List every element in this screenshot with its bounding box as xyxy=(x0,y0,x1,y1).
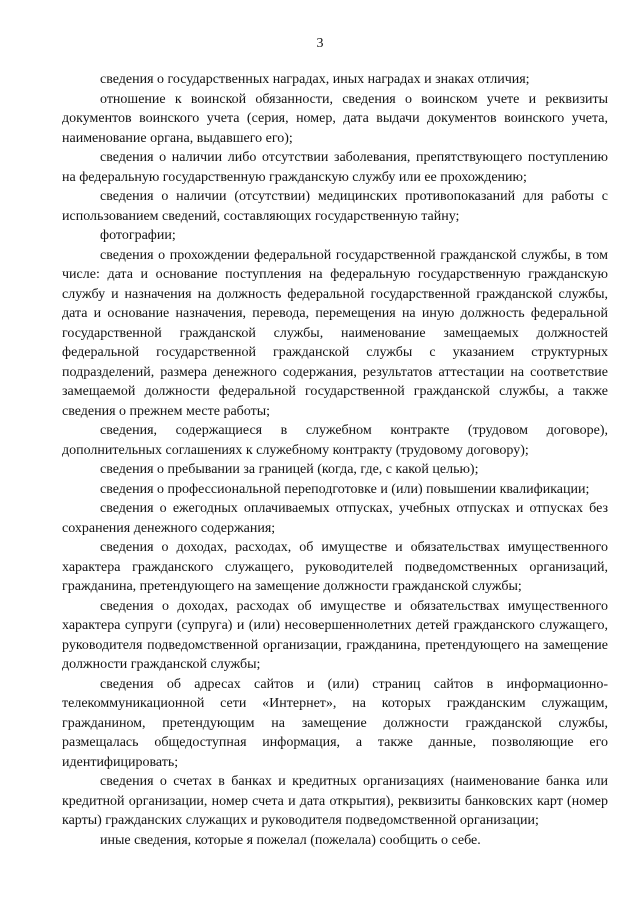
paragraph-service-contract: сведения, содержащиеся в служебном контракте (трудовом договоре), дополнительных соглашениях к служебному контракту (трудовому договору); xyxy=(62,423,608,458)
paragraph-civil-service-history: сведения о прохождении федеральной государственной гражданской службы, в том числе: дата и основание поступления на федеральную государственную гражданскую службу и назначения на должность федеральной государственной гражданской службы, дата и основание назначения, перевода, перемещения на иную должность федеральной государственной гражданской службы, наименование замещаемых должностей федеральной государственной гражданской службы с указанием структурных подразделений, размера денежного содержания, результатов аттестации на соответствие замещаемой должности федеральной государственной гражданской службы, а также сведения о прежнем месте работы; xyxy=(62,247,608,419)
paragraph-state-awards: сведения о государственных наградах, иных наградах и знаках отличия; xyxy=(100,72,530,87)
paragraph-photographs: фотографии; xyxy=(100,228,176,243)
paragraph-disease-info: сведения о наличии либо отсутствии заболевания, препятствующего поступлению на федеральную государственную гражданскую службу или ее прохождению; xyxy=(62,150,608,185)
document-body xyxy=(62,70,608,850)
paragraph-professional-retraining: сведения о профессиональной переподготовке и (или) повышении квалификации; xyxy=(100,481,590,497)
paragraph-medical-contraindications: сведения о наличии (отсутствии) медицинских противопоказаний для работы с использованием сведений, составляющих государственную тайну; xyxy=(62,189,608,224)
paragraph-annual-leave: сведения о ежегодных оплачиваемых отпусках, учебных отпусках и отпусках без сохранения денежного содержания; xyxy=(62,501,608,536)
paragraph-internet-sites: сведения об адресах сайтов и (или) страниц сайтов в информационно-телекоммуникационной сети «Интернет», на которых гражданским служащим, гражданином, претендующим на замещение должности гражданской службы, размещалась общедоступная информация, а также данные, позволяющие его идентифицировать; xyxy=(62,676,608,770)
paragraph-bank-accounts: сведения о счетах в банках и кредитных организациях (наименование банка или кредитной организации, номер счета и дата открытия), реквизиты банковских карт (номер карты) гражданских служащих и руководителя подведомственной организации; xyxy=(62,774,608,828)
paragraph-other-info: иные сведения, которые я пожелал (пожелала) сообщить о себе. xyxy=(100,832,481,848)
page-number: 3 xyxy=(316,36,324,51)
paragraph-military-registration: отношение к воинской обязанности, сведения о воинском учете и реквизиты документов воинского учета (серия, номер, дата выдачи документов воинского учета, наименование органа, выдавшего его); xyxy=(62,91,608,146)
paragraph-stay-abroad: сведения о пребывании за границей (когда, где, с какой целью); xyxy=(100,462,479,477)
paragraph-family-income-property: сведения о доходах, расходах об имуществе и обязательствах имущественного характера супруги (супруга) и (или) несовершеннолетних детей гражданского служащего, руководителя подведомственной организации, гражданина, претендующего на замещение должности гражданской службы; xyxy=(62,598,608,672)
paragraph-income-property: сведения о доходах, расходах, об имуществе и обязательствах имущественного характера гражданского служащего, руководителей подведомственных организаций, гражданина, претендующего на замещение должности гражданской службы; xyxy=(62,540,608,594)
